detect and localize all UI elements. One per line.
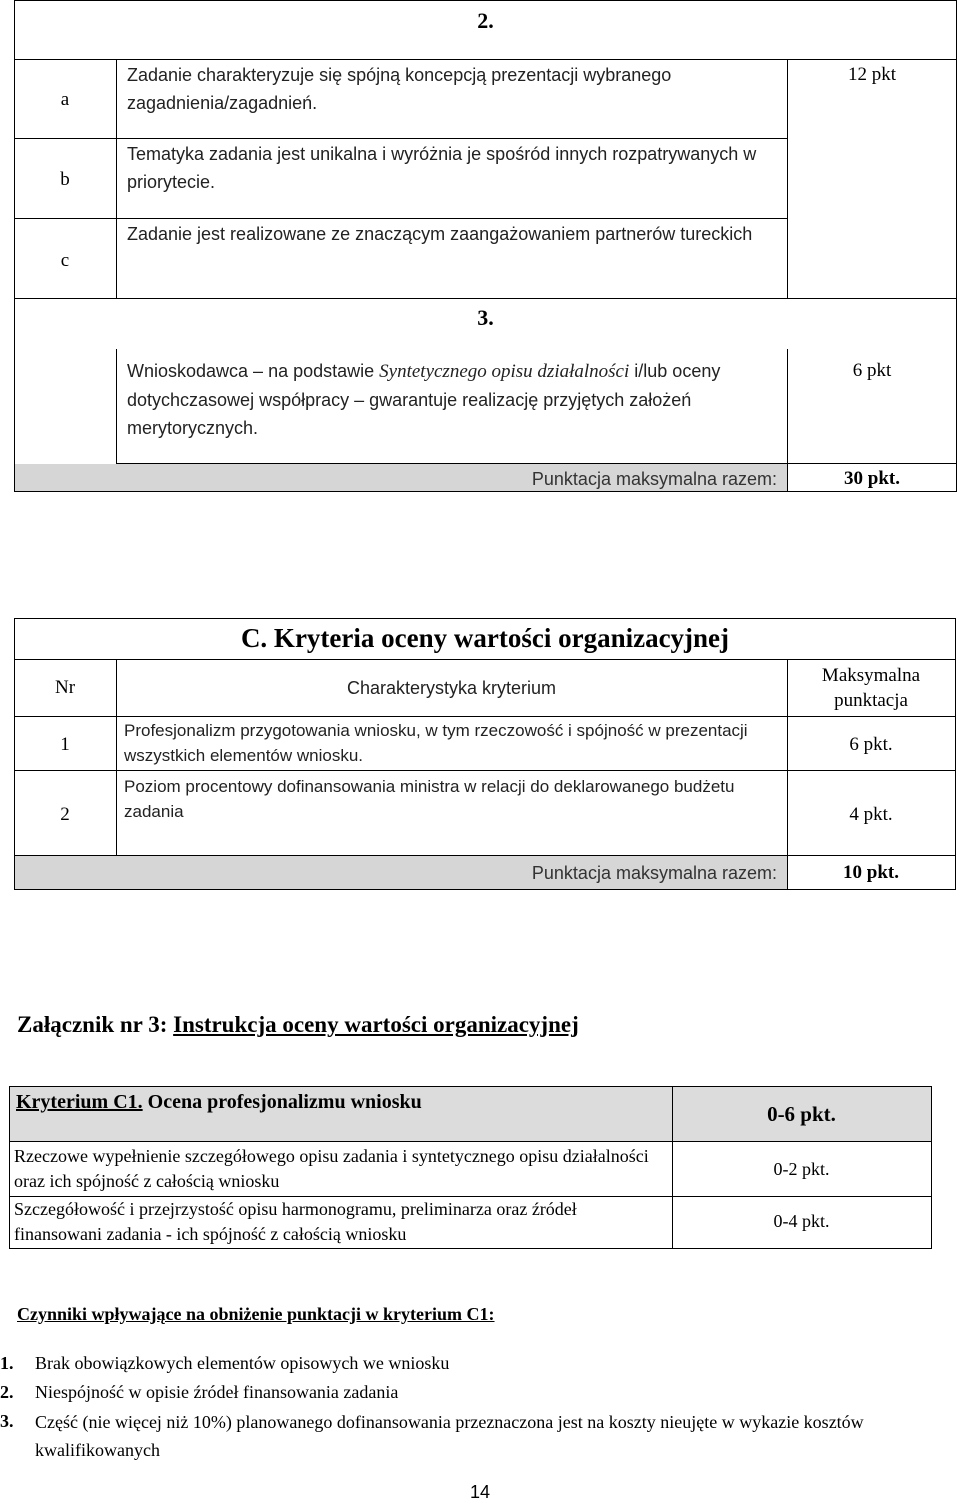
- criterion-text: Poziom procentowy dofinansowania ministra w relacji do deklarowanego budżetu zadania: [124, 777, 735, 821]
- table-border: [14, 218, 787, 219]
- table-border: [9, 1248, 932, 1249]
- table-border: [14, 0, 957, 1]
- list-item: [35, 1408, 951, 1464]
- criterion-name: Ocena profesjonalizmu wniosku: [142, 1091, 422, 1113]
- criterion-text: Profesjonalizm przygotowania wniosku, w tym rzeczowość i spójność w prezentacji wszystkich elementów wniosku.: [124, 721, 748, 765]
- criterion-detail-text: Rzeczowe wypełnienie szczegółowego opisu zadania i syntetycznego opisu działalności oraz ich spójność z całością wniosku: [14, 1146, 649, 1191]
- section-c-title: C. Kryteria oceny wartości organizacyjnej: [240, 623, 730, 653]
- section-heading-3: [14, 303, 957, 333]
- table-border: [9, 1086, 932, 1087]
- criterion-detail-text: Szczegółowość i przejrzystość opisu harmonogramu, preliminarza oraz źródeł finansowani zadania - ich spójność z całością wniosku: [14, 1199, 577, 1244]
- row-number: 1: [60, 734, 70, 755]
- list-item-number: 3.: [0, 1411, 14, 1431]
- row-letter: c: [60, 250, 70, 271]
- criterion-detail-points: 0-4 pkt.: [773, 1211, 830, 1231]
- page-number: 14: [469, 1482, 491, 1502]
- factors-title: Czynniki wpływające na obniżenie punktacji w kryterium C1:: [17, 1304, 495, 1324]
- criterion-text: [127, 357, 772, 442]
- table-border: [14, 889, 956, 890]
- points-value: 12 pkt: [847, 64, 897, 85]
- criterion-text-part: i/lub oceny dotychczasowej współpracy – gwarantuje realizację przyjętych założeń merytorycznych.: [127, 361, 721, 438]
- table-border: [14, 770, 956, 771]
- row-letter: a: [60, 89, 70, 110]
- criterion-text: Tematyka zadania jest unikalna i wyróżnia je spośród innych rozpatrywanych w priorytecie.: [127, 144, 757, 192]
- criterion-max-points: 0-6 pkt.: [767, 1102, 836, 1126]
- criterion-text-italic: Syntetycznego opisu działalności: [379, 361, 630, 382]
- table-border: [9, 1141, 932, 1142]
- total-value: 30 pkt.: [844, 468, 900, 489]
- table-border: [787, 59, 788, 298]
- table-border: [14, 0, 15, 491]
- list-item: Brak obowiązkowych elementów opisowych we wniosku: [35, 1353, 450, 1373]
- annex-title: Instrukcja oceny wartości organizacyjnej: [173, 1012, 579, 1037]
- column-header-characteristic: Charakterystyka kryterium: [346, 678, 557, 698]
- row-letter: b: [60, 169, 70, 190]
- table-border: [9, 1086, 10, 1248]
- table-border: [14, 298, 957, 299]
- criterion-code: Kryterium C1.: [16, 1091, 143, 1113]
- criterion-text: Zadanie charakteryzuje się spójną koncepcją prezentacji wybranego zagadnienia/zagadnień.: [127, 65, 672, 113]
- total-label: Punktacja maksymalna razem:: [531, 863, 777, 883]
- column-header-max-points: Maksymalna punktacja: [821, 665, 921, 711]
- table-border: [14, 659, 956, 660]
- table-border: [955, 618, 956, 889]
- table-border: [14, 716, 956, 717]
- total-label: Punktacja maksymalna razem:: [531, 469, 777, 489]
- table-border: [14, 59, 957, 60]
- criterion-detail-points: 0-2 pkt.: [773, 1159, 830, 1179]
- table-border: [14, 491, 957, 492]
- criterion-text: Zadanie jest realizowane ze znaczącym zaangażowaniem partnerów tureckich: [127, 224, 753, 244]
- list-item-text: Część (nie więcej niż 10%) planowanego dofinansowania przeznaczona jest na koszty nieujęte w wykazie kosztów kwalifikowanych: [35, 1412, 864, 1460]
- annex-prefix: Załącznik nr 3:: [17, 1012, 168, 1037]
- criterion-text-part: Wnioskodawca – na podstawie: [127, 361, 380, 381]
- section-heading-2: 2.: [477, 8, 494, 33]
- annex-heading: [17, 1009, 947, 1041]
- list-item-number: 2.: [0, 1382, 14, 1402]
- points-value: 6 pkt: [852, 360, 892, 381]
- table-border: [116, 349, 117, 463]
- table-border: [14, 138, 787, 139]
- table-border: [931, 1086, 932, 1248]
- row-number: 2: [60, 804, 70, 825]
- points-value: 6 pkt.: [849, 734, 893, 755]
- column-header-nr: Nr: [54, 677, 76, 698]
- criterion-header: [16, 1088, 666, 1116]
- points-value: 4 pkt.: [849, 804, 893, 825]
- table-border: [116, 59, 117, 298]
- heading-3-text: 3.: [477, 305, 494, 330]
- list-item: Niespójność w opisie źródeł finansowania zadania: [35, 1382, 399, 1402]
- total-value: 10 pkt.: [843, 862, 899, 883]
- list-item-number: 1.: [0, 1353, 14, 1373]
